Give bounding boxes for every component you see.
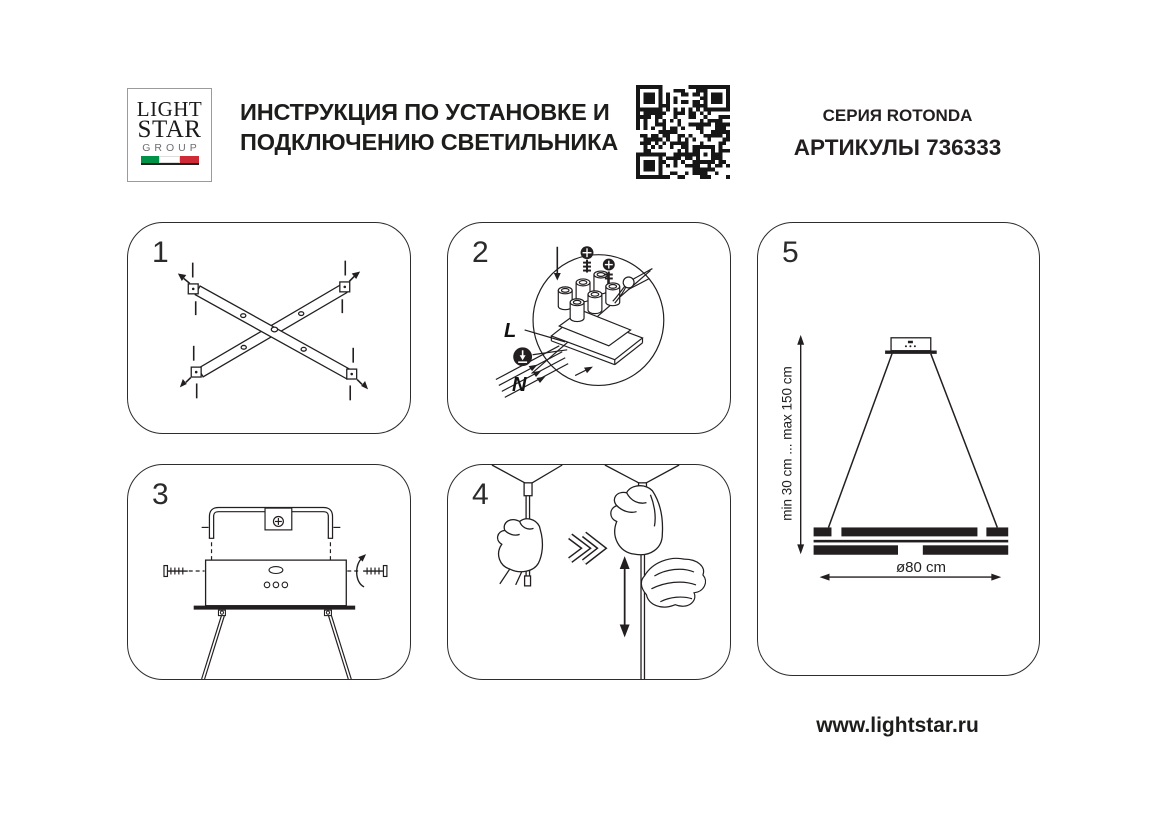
step-panel-5 [757,222,1040,676]
right-hand [611,486,663,555]
terminal-block-drawing [448,223,730,433]
suspension-cables [828,354,997,528]
step-number-5: 5 [782,236,799,269]
product-info [755,106,1040,161]
qr-code [636,85,730,179]
rotate-arrow [357,557,364,587]
canopy-mount-drawing [128,465,410,679]
ceiling-plate [194,608,355,616]
step-number-3: 3 [152,478,169,511]
step-number-1: 1 [152,236,169,269]
terminal-base [551,310,642,364]
pendant-lamp-drawing [758,223,1039,675]
suspension-range-label: min 30 cm ... max 150 cm [779,366,795,521]
left-hand [498,519,543,585]
series-label: СЕРИЯ ROTONDA [822,106,973,125]
suspension-cables [202,616,352,679]
step-panel-2 [447,222,731,434]
height-dimension-arrow [797,335,804,554]
live-wire-label: L [504,320,517,342]
title-line-1: ИНСТРУКЦИЯ ПО УСТАНОВКЕ И [240,99,610,125]
up-down-arrow [620,556,630,637]
ground-icon [513,347,532,366]
article-label: АРТИКУЛЫ 736333 [793,135,1002,160]
logo-word-group: GROUP [142,142,201,154]
step-panel-3 [127,464,411,680]
cross-bracket-drawing [128,223,410,433]
diameter-label: ø80 cm [895,559,946,576]
title-line-2: ПОДКЛЮЧЕНИЮ СВЕТИЛЬНИКА [240,129,618,155]
logo-word-star: STAR [137,116,202,143]
lightstar-logo [127,88,212,182]
neutral-wire-label: N [512,374,527,396]
step-panel-4 [447,464,731,680]
logo-word-light: LIGHT [136,97,203,121]
website-link: www.lightstar.ru [816,714,979,737]
next-step-arrow [570,534,602,562]
side-screw-left [164,566,188,577]
page-title [240,97,660,157]
ring-side-view [814,527,1009,554]
canopy-body [206,560,347,606]
step-panel-1 [127,222,411,434]
italian-flag-icon [141,156,199,165]
step-number-4: 4 [472,478,489,511]
step-number-2: 2 [472,236,489,269]
cable-adjustment-drawing [448,465,730,679]
bracket-tab [265,508,292,530]
canopy [885,338,937,352]
side-screw-right [357,557,387,587]
cloth [641,558,705,607]
